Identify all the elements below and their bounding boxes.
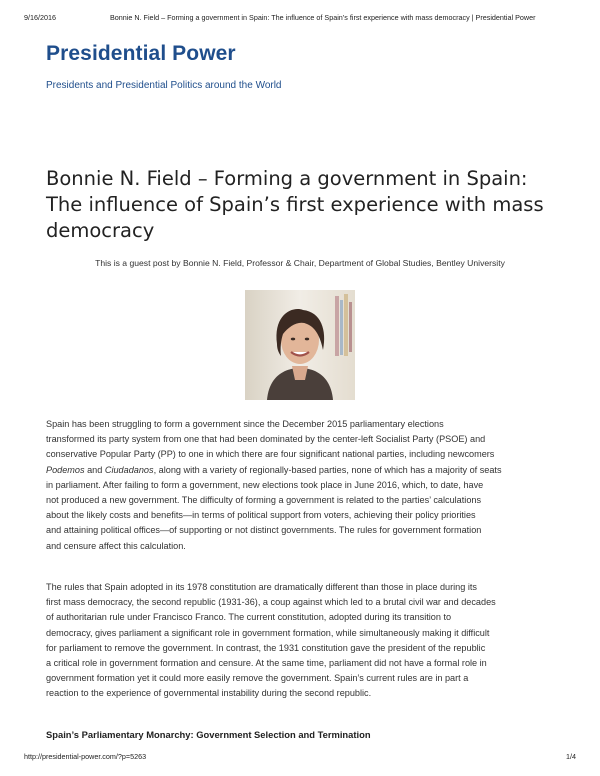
party-name-podemos: Podemos [46, 464, 85, 475]
post-title-line: The influence of Spain’s first experience with mass [46, 193, 544, 216]
print-footer [24, 752, 576, 761]
print-url: http://presidential-power.com/?p=5263 [24, 752, 147, 761]
post-title [46, 166, 556, 244]
site-tagline: Presidents and Presidential Politics around the World [46, 80, 282, 91]
paragraph-line: and attaining political offices—of supporting or not distinct governments. The rules for government formation [46, 525, 482, 536]
paragraph-line: about the likely costs and benefits—in terms of political support from voters, achieving their policy priorities [46, 510, 476, 521]
paragraph-line: of authoritarian rule under Francisco Franco. The current constitution, adopted during its transition to [46, 612, 452, 623]
author-photo [245, 290, 355, 400]
post-title-line: Bonnie N. Field – Forming a government in Spain: [46, 167, 528, 190]
paragraph-line: democracy, gives parliament a significant role in government formation, while simultaneously making it difficult [46, 627, 490, 638]
print-date: 9/16/2016 [24, 13, 56, 22]
paragraph-line: conservative Popular Party (PP) to one in which there are four significant national parties, including newcomers [46, 449, 495, 460]
paragraph-line: Spain has been struggling to form a government since the December 2015 parliamentary elections [46, 419, 444, 429]
paragraph-line: and censure affect this calculation. [46, 540, 186, 551]
paragraph-line: The rules that Spain adopted in its 1978 constitution are dramatically different than those in place during its [46, 582, 477, 592]
party-name-ciudadanos: Ciudadanos [104, 464, 154, 475]
paragraph-line: government formation yet it could more easily remove the government. Spain’s current rules are in part a [46, 673, 469, 684]
paragraph-line [46, 463, 558, 478]
article-paragraph [46, 417, 558, 554]
paragraph-line: in parliament. After failing to form a government, new elections took place in June 2016, which, to date, have [46, 479, 484, 490]
paragraph-text: , along with a variety of regionally-based parties, none of which has a majority of seats [153, 464, 502, 475]
paragraph-text: and [84, 464, 105, 475]
site-title-link[interactable]: Presidential Power [46, 42, 236, 65]
paragraph-line: not produced a new government. The difficulty of forming a government is related to the parties’ calculations [46, 495, 482, 506]
paragraph-line: a critical role in government formation and censure. At the same time, parliament did not have a formal role in [46, 658, 487, 669]
article-paragraph [46, 580, 558, 702]
section-heading: Spain’s Parliamentary Monarchy: Government Selection and Termination [46, 729, 371, 740]
paragraph-line: for parliament to remove the government. In contrast, the 1931 constitution gave the president of the republic [46, 642, 486, 653]
page-number: 1/4 [566, 752, 576, 761]
post-title-line: democracy [46, 219, 155, 242]
paragraph-line: first mass democracy, the second republic (1931-36), a coup against which led to a brutal civil war and decades [46, 597, 496, 608]
paragraph-line: reaction to the experience of governmental instability during the second republic. [46, 688, 372, 699]
post-byline: This is a guest post by Bonnie N. Field, Professor & Chair, Department of Global Studies, Bentley University [95, 258, 505, 268]
print-document-title: Bonnie N. Field – Forming a government in Spain: The influence of Spain’s first experience with mass democracy | Presidential Power [110, 13, 536, 22]
paragraph-line: transformed its party system from one that had been dominated by the center-left Socialist Party (PSOE) and [46, 434, 486, 445]
